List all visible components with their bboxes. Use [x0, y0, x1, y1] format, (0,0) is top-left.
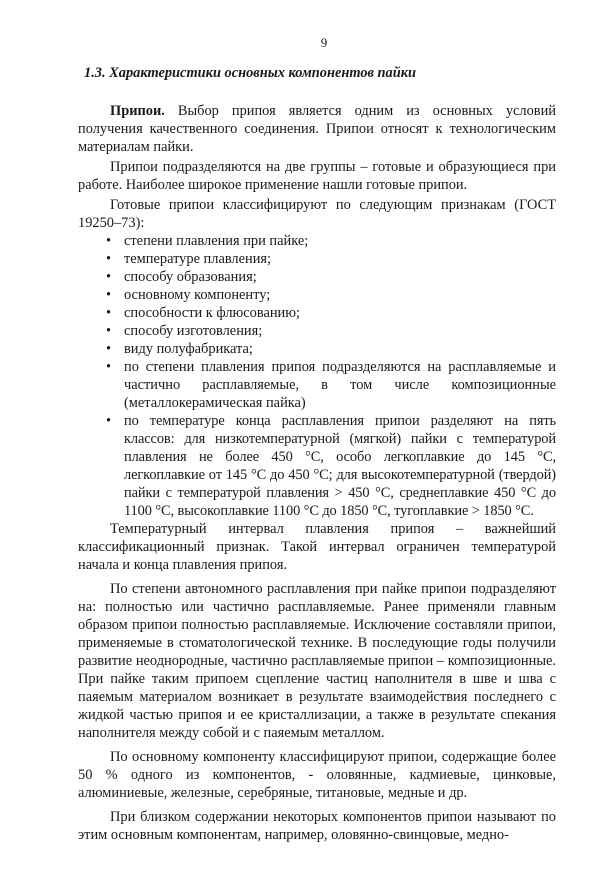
- list-item: • температуре плавления;: [106, 250, 556, 268]
- classification-list: [78, 232, 556, 520]
- paragraph-classification: Готовые припои классифицируют по следующим признакам (ГОСТ 19250–73):: [78, 197, 556, 231]
- page-number: 9: [320, 35, 328, 50]
- list-item: • по температуре конца расплавления припои разделяют на пять классов: для низкотемпературной (мягкой) пайки с температурой плавления не более 450 °С, особо легкоплавкие до 145 °С, легкоплавкие от 145 °С до 450 °С; для высокотемпературной (твердой) пайки с температурой плавления > 450 °С, среднеплавкие 450 °С до 1100 °С, высокоплавкие 1100 °С до 1850 °С, тугоплавкие > 1850 °С.: [106, 412, 556, 520]
- list-item: • по степени плавления припоя подразделяются на расплавляемые и частично расплавляемые, в том числе композиционные (металлокерамическая пайка): [106, 358, 556, 412]
- paragraph-solders-intro: [78, 102, 556, 156]
- list-item: • способу образования;: [106, 268, 556, 286]
- list-item: • способности к флюсованию;: [106, 304, 556, 322]
- paragraph-melting-degree: По степени автономного расплавления при пайке припои подразделяют на: полностью или частично расплавляемые. Ранее применяли главным образом припои полностью расплавляемые. Исключение составляли припои, применяемые в стоматологической технике. В последующие годы получили развитие неоднородные, частично расплавляемые припои – композиционные. При пайке таким припоем сцепление частиц наполнителя в шве и шва с паяемым материалом возникает в результате взаимодействия последнего с жидкой частью припоя и ее кристаллизации, а также в результате спекания наполнителя между собой и с паяемым металлом.: [78, 581, 556, 741]
- paragraph-temperature-interval: Температурный интервал плавления припоя – важнейший классификационный признак. Такой интервал ограничен температурой начала и конца плавления припоя.: [78, 521, 556, 573]
- paragraph-close-content: При близком содержании некоторых компонентов припои называют по этим основным компонентам, например, оловянно-свинцовые, медно-: [78, 809, 556, 843]
- run-in-heading: Припои.: [110, 103, 165, 119]
- list-item: • основному компоненту;: [106, 286, 556, 304]
- paragraph-text: Выбор припоя является одним из основных условий получения качественного соединения. Припои относят к технологическим материалам пайки.: [78, 103, 556, 155]
- section-heading: 1.3. Характеристики основных компонентов пайки: [84, 65, 417, 81]
- list-item: • степени плавления при пайке;: [106, 232, 556, 250]
- list-item: • виду полуфабриката;: [106, 340, 556, 358]
- paragraph-main-component: По основному компоненту классифицируют припои, содержащие более 50 % одного из компонентов, - оловянные, кадмиевые, цинковые, алюминиевые, железные, серебряные, титановые, медные и др.: [78, 749, 556, 801]
- list-item: • способу изготовления;: [106, 322, 556, 340]
- paragraph-solder-groups: Припои подразделяются на две группы – готовые и образующиеся при работе. Наиболее широкое применение нашли готовые припои.: [78, 159, 556, 193]
